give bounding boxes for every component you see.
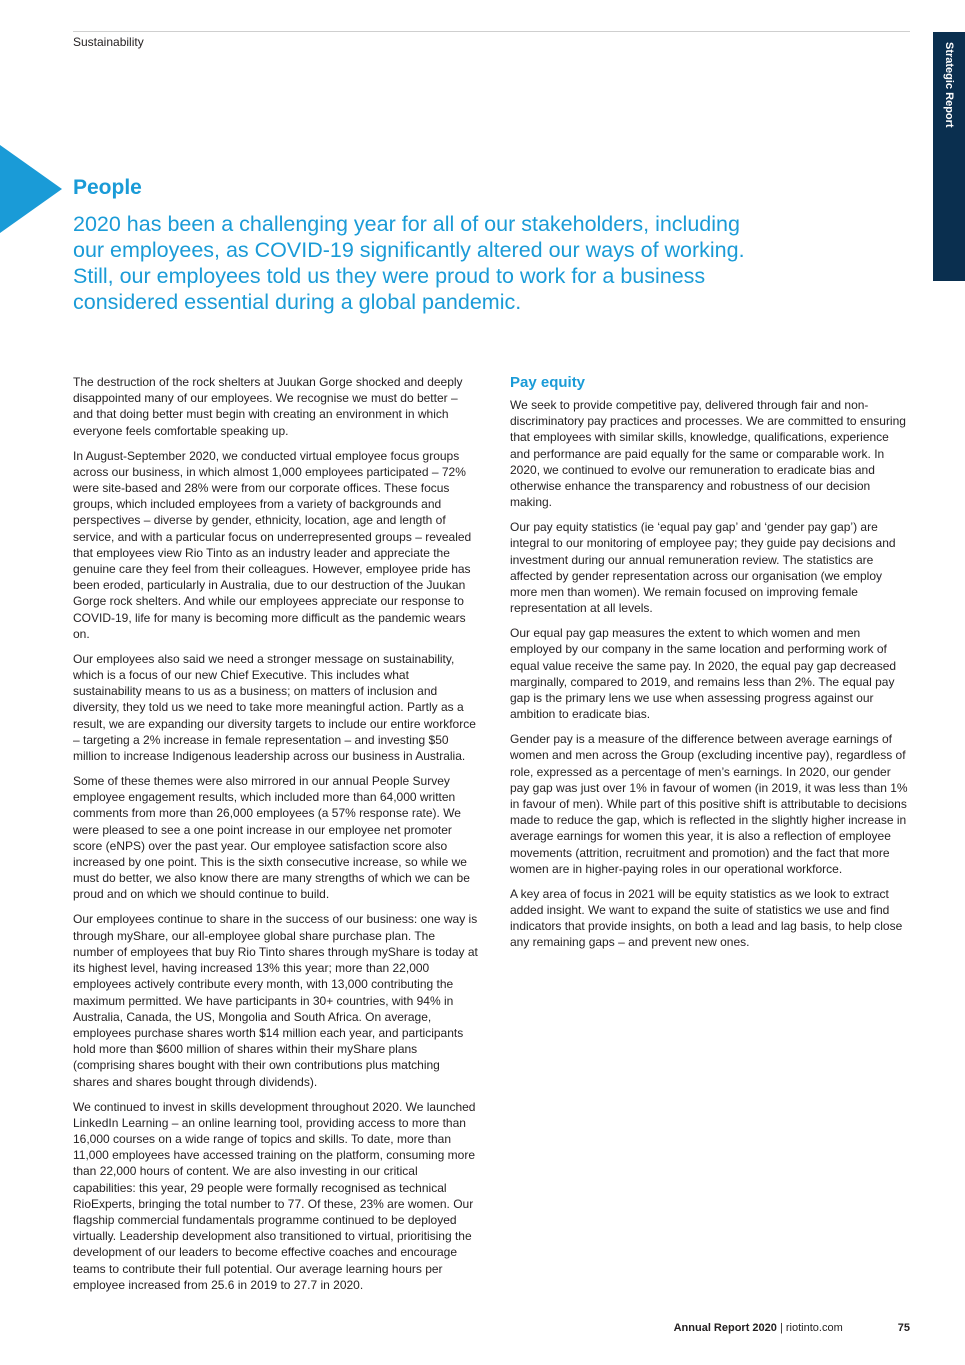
footer-separator: | bbox=[776, 1322, 786, 1334]
chevron-right-icon bbox=[0, 145, 62, 233]
page-title: People bbox=[73, 176, 142, 199]
section-label: Sustainability bbox=[73, 35, 144, 49]
body-paragraph: Our employees also said we need a stronger message on sustainability, which is a focus of our new Chief Executive. This includes what sustainability means to us as a business; on matters of inclusion and diversity, they told us we need to take more meaningful action. Partly as a result, we are expanding our diversity targets to include our entire workforce – targeting a 2% increase in female representation – and investing $50 million to increase Indigenous leadership across our business in Australia. bbox=[73, 651, 476, 764]
body-paragraph: Our employees continue to share in the success of our business: one way is through myShare, our all-employee global share purchase plan. The number of employees that buy Rio Tinto shares through myShare is today at its highest level, having increased 13% this year; more than 22,000 employees actively contribute every month, with 13,000 contributing the maximum permitted. We have participants in 30+ countries, with 94% in Australia, Canada, the US, Mongolia and South Africa. On average, employees purchase shares worth $14 million each year, and participants hold more than $600 million of shares within their myShare plans (comprising shares bought with their own contributions plus matching shares and shares bought through dividends). bbox=[73, 912, 478, 1089]
page-number: 75 bbox=[897, 1322, 910, 1334]
body-paragraph: We continued to invest in skills development throughout 2020. We launched LinkedIn Learning – an online learning tool, providing access to more than 16,000 courses on a wide range of topics and skills. To date, more than 11,000 employees have accessed training on the platform, consuming more than 22,000 hours of content. We are also investing in our critical capabilities: this year, 29 people were formally recognised as technical RioExperts, bringing the total number to 77. Of these, 23% are women. Our flagship commercial fundamentals programme continued to be deployed virtually. Leadership development also transitioned to virtual, prioritising the development of our leaders to become effective coaches and encourage teams to contribute their full potential. Our average learning hours per employee increased from 25.6 in 2019 to 27.7 in 2020. bbox=[73, 1099, 476, 1292]
body-paragraph: A key area of focus in 2021 will be equity statistics as we look to extract added insight. We want to expand the suite of statistics we use and find indicators that provide insights, on both a lead and lag basis, to help close any remaining gaps – and prevent new ones. bbox=[510, 886, 903, 950]
body-paragraph: Some of these themes were also mirrored in our annual People Survey employee engagement results, which included more than 64,000 written comments from more than 26,000 employees (a 57% response rate). We were pleased to see a one point increase in our employee net promoter score (eNPS) over the past year. Our employee satisfaction score also increased by one point. This is the sixth consecutive increase, so while we must do better, we also know there are many strengths of which we can be proud and on which we should continue to build. bbox=[73, 774, 470, 902]
footer-site-link[interactable]: riotinto.com bbox=[785, 1322, 843, 1334]
body-paragraph: In August-September 2020, we conducted virtual employee focus groups across our business, in which almost 1,000 employees participated – 72% were site-based and 28% were from our corporate offices. These focus groups, which included employees from a variety of backgrounds and perspectives – diverse by gender, ethnicity, location, age and length of service, and with a particular focus on underrepresented groups – revealed that employees view Rio Tinto as an industry leader and appreciate the genuine care they feel from their colleagues. However, employee pride has been eroded, particularly in Australia, due to our destruction of the Juukan Gorge rock shelters. And while our employees appreciate our response to COVID-19, life for many is becoming more difficult as the pandemic wears on. bbox=[73, 448, 472, 641]
pay-equity-heading: Pay equity bbox=[510, 374, 586, 391]
header-rule bbox=[73, 31, 910, 32]
body-paragraph: Gender pay is a measure of the difference between average earnings of women and men across the Group (excluding incentive pay), regardless of role, expressed as a percentage of men’s earnings. In 2020, our gender pay gap was just over 1% in favour of women (in 2019, it was less than 1% in favour of men). While part of this positive shift is attributable to decisions made to reduce the gap, which is reflected in the slightly higher increase in average earnings for women this year, it is also a reflection of employee movements (attrition, recruitment and promotion) and the fact that more women are in higher-paying roles in our operational workforce. bbox=[510, 732, 908, 876]
footer bbox=[674, 1322, 910, 1334]
body-paragraph: Our equal pay gap measures the extent to which women and men employed by our company in the same location and performing work of equal value receive the same pay. In 2020, the equal pay gap decreased marginally, compared to 2019, and remains less than 2%. The equal pay gap is the primary lens we use when assessing progress against our ambition to eradicate bias. bbox=[510, 626, 897, 722]
lead-paragraph: 2020 has been a challenging year for all of our stakeholders, including our employees, as COVID-19 significantly altered our ways of working. Still, our employees told us they were proud to work for a business considered essential during a global pandemic. bbox=[73, 212, 745, 314]
body-paragraph: The destruction of the rock shelters at Juukan Gorge shocked and deeply disappointed many of our employees. We recognise we must do better – and that doing better must begin with creating an environment in which everyone feels comfortable speaking up. bbox=[73, 375, 463, 438]
body-paragraph: Our pay equity statistics (ie ‘equal pay gap’ and ‘gender pay gap’) are integral to our monitoring of employee pay; they guide pay decisions and investment during our annual remuneration review. The statistics are affected by gender representation across our organisation (we employ more men than women). We remain focused on improving female representation at all levels. bbox=[510, 520, 896, 616]
side-tab[interactable] bbox=[933, 32, 965, 281]
side-tab-label: Strategic Report bbox=[943, 42, 955, 128]
left-column bbox=[73, 374, 478, 1302]
body-paragraph: We seek to provide competitive pay, delivered through fair and non-discriminatory pay practices and processes. We are committed to ensuring that employees with similar skills, knowledge, qualifications, experience and performance are paid equally for the same or comparable work. In 2020, we continued to evolve our remuneration to eradicate bias and otherwise enhance the transparency and robustness of our decision making. bbox=[510, 398, 906, 510]
right-column bbox=[510, 374, 912, 959]
footer-report-title: Annual Report 2020 bbox=[673, 1322, 777, 1334]
